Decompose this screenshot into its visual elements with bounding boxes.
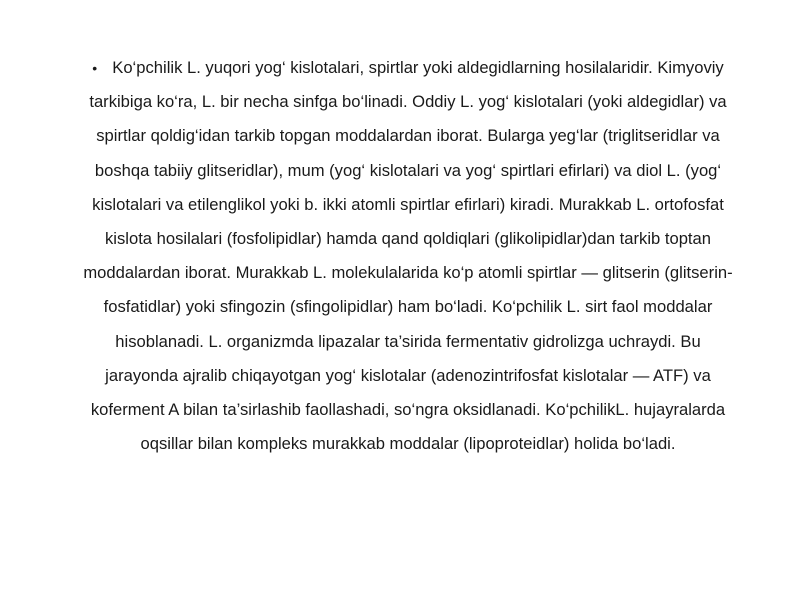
bullet-paragraph <box>78 51 738 461</box>
paragraph-text: Ko‘pchilik L. yuqori yog‘ kislotalari, spirtlar yoki aldegidlarning hosilalaridir. Kimyoviy tarkibiga ko‘ra, L. bir necha sinfga bo‘linadi. Oddiy L. yog‘ kislotalari (yoki aldegidlar) va spirtlar qoldig‘idan tarkib topgan moddalardan iborat. Bularga yeg‘lar (triglitseridlar va boshqa tabiiy glitseridlar), mum (yog‘ kislotalari va yog‘ spirtlari efirlari) va diol L. (yog‘ kislotalari va etilenglikol yoki b. ikki atomli spirtlar efirlari) kiradi. Murakkab L. ortofosfat kislota hosilalari (fosfolipidlar) hamda qand qoldiqlari (glikolipidlar)dan tarkib toptan moddalardan iborat. Murakkab L. molekulalarida ko‘p atomli spirtlar — glitserin (glitserin-fosfatidlar) yoki sfingozin (sfingolipidlar) ham bo‘ladi. Ko‘pchilik L. sirt faol moddalar hisoblanadi. L. organizmda lipazalar ta’sirida fermentativ gidrolizga uchraydi. Bu jarayonda ajralib chiqayotgan yog‘ kislotalar (adenozintrifosfat kislotalar — ATF) va koferment A bilan ta’sirlashib faollashadi, so‘ngra oksidlanadi. Ko‘pchilikL. hujayralarda oqsillar bilan kompleks murakkab moddalar (lipoproteidlar) holida bo‘ladi. <box>83 58 733 454</box>
text-block <box>78 51 738 461</box>
bullet-icon: • <box>92 60 98 76</box>
